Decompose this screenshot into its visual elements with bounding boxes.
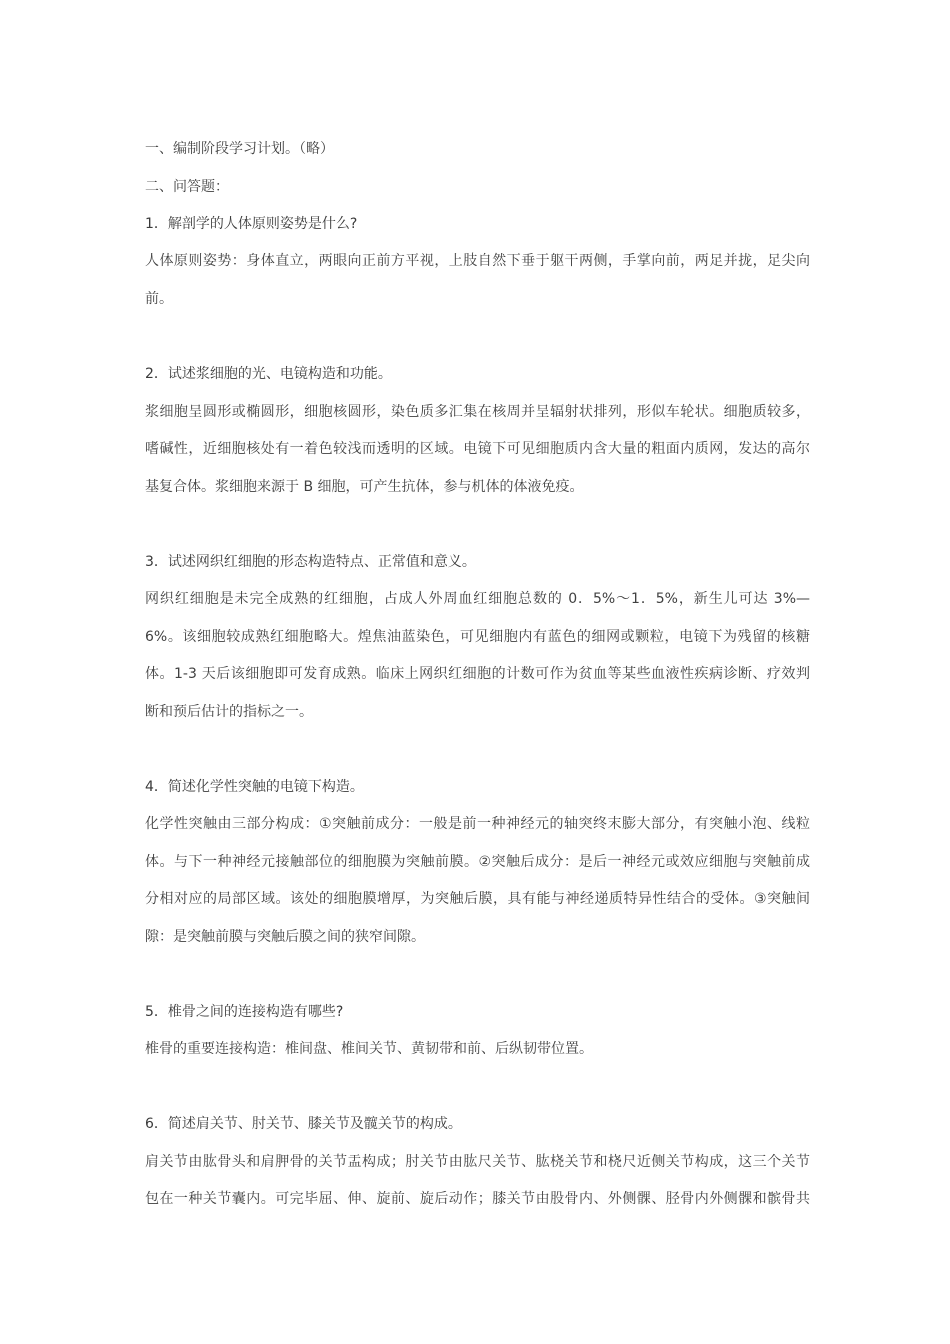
question-6: 6．简述肩关节、肘关节、膝关节及髋关节的构成。 [145,1116,462,1132]
question-1: 1．解剖学的人体原则姿势是什么? [145,216,358,232]
answer-4-line: 体。与下一种神经元接触部位的细胞膜为突触前膜。②突触后成分：是后一神经元或效应细胞与突触前成 [145,854,810,870]
answer-3-line: 网织红细胞是未完全成熟的红细胞，占成人外周血红细胞总数的 0．5%～1．5%，新生儿可达 3%— [145,591,810,607]
question-3: 3．试述网织红细胞的形态构造特点、正常值和意义。 [145,554,476,570]
answer-3-line: 断和预后估计的指标之一。 [145,704,313,720]
answer-4-line: 隙：是突触前膜与突触后膜之间的狭窄间隙。 [145,929,425,945]
answer-2-line: 基复合体。浆细胞来源于 B 细胞，可产生抗体，参与机体的体液免疫。 [145,479,584,495]
answer-4-line: 化学性突触由三部分构成：①突触前成分：一般是前一种神经元的轴突终末膨大部分，有突触小泡、线粒 [145,816,810,832]
section-heading-study-plan: 一、编制阶段学习计划。（略） [145,141,334,157]
answer-3-line: 体。1-3 天后该细胞即可发育成熟。临床上网织红细胞的计数可作为贫血等某些血液性疾病诊断、疗效判 [145,666,810,682]
answer-1-line: 前。 [145,291,173,307]
question-2: 2．试述浆细胞的光、电镜构造和功能。 [145,366,392,382]
answer-1-line: 人体原则姿势：身体直立，两眼向正前方平视，上肢自然下垂于躯干两侧，手掌向前，两足并拢，足尖向 [145,253,810,269]
answer-3-line: 6%。该细胞较成熟红细胞略大。煌焦油蓝染色，可见细胞内有蓝色的细网或颗粒，电镜下为残留的核糖 [145,629,810,645]
question-5: 5．椎骨之间的连接构造有哪些? [145,1004,344,1020]
answer-4-line: 分相对应的局部区域。该处的细胞膜增厚，为突触后膜，具有能与神经递质特异性结合的受体。③突触间 [145,891,810,907]
section-heading-qa: 二、问答题： [145,179,229,195]
answer-5-line: 椎骨的重要连接构造：椎间盘、椎间关节、黄韧带和前、后纵韧带位置。 [145,1041,593,1057]
answer-6-line: 包在一种关节囊内。可完毕屈、伸、旋前、旋后动作；膝关节由股骨内、外侧髁、胫骨内外侧髁和髌骨共 [145,1191,810,1207]
answer-6-line: 肩关节由肱骨头和肩胛骨的关节盂构成；肘关节由肱尺关节、肱桡关节和桡尺近侧关节构成，这三个关节 [145,1154,810,1170]
answer-2-line: 嗜碱性，近细胞核处有一着色较浅而透明的区域。电镜下可见细胞质内含大量的粗面内质网，发达的高尔 [145,441,810,457]
answer-2-line: 浆细胞呈圆形或椭圆形，细胞核圆形，染色质多汇集在核周并呈辐射状排列，形似车轮状。细胞质较多， [145,404,810,420]
question-4: 4．简述化学性突触的电镜下构造。 [145,779,364,795]
